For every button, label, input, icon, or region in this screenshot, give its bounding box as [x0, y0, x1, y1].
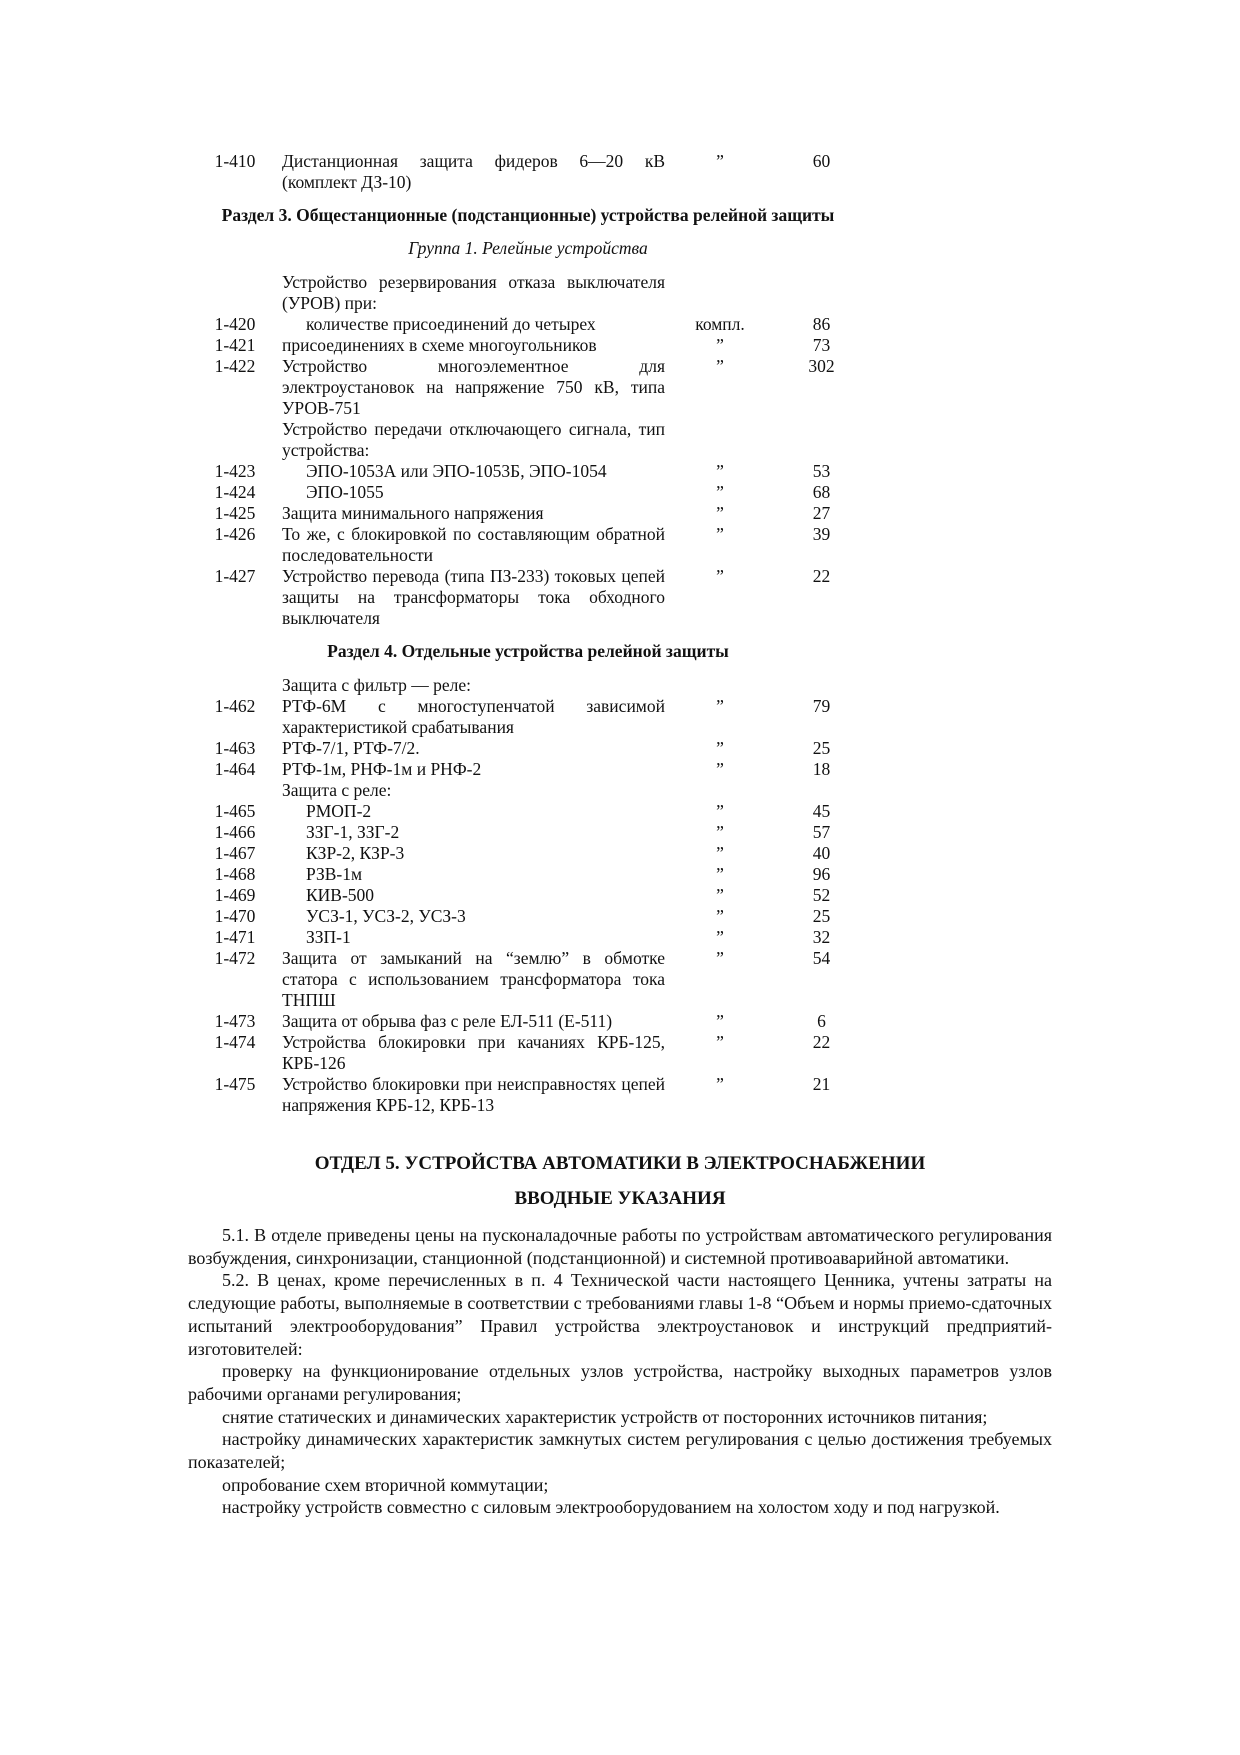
item-unit: ” — [716, 566, 724, 586]
table-row — [188, 759, 868, 780]
paragraph: проверку на функционирование отдельных узлов устройства, настройку выходных параметров узлов рабочими органами регулирования; — [188, 1361, 1052, 1404]
paragraph: 5.1. В отделе приведены цены на пусконаладочные работы по устройствам автоматического регулирования возбуждения, синхронизации, станционной (подстанционной) и системной противоаварийной автоматики. — [188, 1225, 1052, 1268]
item-code: 1-466 — [214, 822, 256, 842]
department-5-heading: ОТДЕЛ 5. УСТРОЙСТВА АВТОМАТИКИ В ЭЛЕКТРОСНАБЖЕНИИ — [314, 1153, 926, 1174]
item-unit: ” — [716, 461, 724, 481]
item-code: 1-464 — [214, 759, 256, 779]
item-price: 96 — [812, 864, 831, 884]
item-price: 52 — [812, 885, 831, 905]
table-row — [188, 524, 868, 566]
table-row — [188, 1074, 868, 1116]
item-price: 25 — [812, 738, 831, 758]
item-price: 53 — [812, 461, 831, 481]
paragraph: 5.2. В ценах, кроме перечисленных в п. 4 Технической части настоящего Ценника, учтены затраты на следующие работы, выполняемые в соответствии с требованиями главы 1-8 “Объем и нормы приемо-сдаточных испытаний электрооборудования” Правил устройства электроустановок и инструкций предприятий-изготовителей: — [188, 1270, 1052, 1359]
item-price: 60 — [812, 151, 831, 171]
item-code: 1-422 — [214, 356, 256, 376]
item-price: 54 — [812, 948, 831, 968]
item-unit: ” — [716, 948, 724, 968]
item-code — [188, 780, 282, 801]
paragraph: снятие статических и динамических характеристик устройств от посторонних источников питания; — [222, 1406, 988, 1427]
table-row — [188, 822, 868, 843]
item-price — [775, 675, 868, 696]
item-unit: ” — [716, 356, 724, 376]
section-3-heading: Раздел 3. Общестанционные (подстанционные) устройства релейной защиты — [221, 205, 835, 225]
item-description: КЗР-2, КЗР-3 — [306, 843, 405, 863]
item-code: 1-426 — [214, 524, 256, 544]
item-code: 1-473 — [214, 1011, 256, 1031]
item-description: РМОП-2 — [306, 801, 372, 821]
item-description: Устройства блокировки при качаниях КРБ-125, КРБ-126 — [282, 1032, 665, 1073]
table-row — [188, 696, 868, 738]
item-description: УСЗ-1, УСЗ-2, УСЗ-3 — [306, 906, 466, 926]
table-row — [188, 461, 868, 482]
item-code: 1-467 — [214, 843, 256, 863]
item-unit — [665, 780, 775, 801]
item-code: 1-423 — [214, 461, 256, 481]
table-row — [188, 482, 868, 503]
item-description: РТФ-6М с многоступенчатой зависимой характеристикой срабатывания — [282, 696, 665, 737]
item-price: 79 — [812, 696, 831, 716]
table-row — [188, 419, 868, 461]
item-description: Защита от замыканий на “землю” в обмотке статора с использованием трансформатора тока ТНПШ — [282, 948, 665, 1010]
table-row — [188, 864, 868, 885]
item-price — [775, 272, 868, 314]
table-row — [188, 151, 868, 193]
item-code: 1-470 — [214, 906, 256, 926]
item-unit: ” — [716, 759, 724, 779]
price-table-section-4 — [188, 675, 868, 1116]
item-unit: ” — [716, 864, 724, 884]
table-row — [188, 780, 868, 801]
intro-text — [188, 1224, 1052, 1519]
item-description: Защита с реле: — [282, 780, 392, 800]
table-row — [188, 906, 868, 927]
item-code: 1-425 — [214, 503, 256, 523]
price-table-section-3 — [188, 272, 868, 629]
table-row — [188, 927, 868, 948]
item-code: 1-427 — [214, 566, 256, 586]
item-unit: ” — [716, 801, 724, 821]
item-price: 57 — [812, 822, 831, 842]
item-code: 1-468 — [214, 864, 256, 884]
item-description: Устройство передачи отключающего сигнала, тип устройства: — [282, 419, 665, 460]
item-price: 22 — [812, 1032, 831, 1052]
paragraph: настройку устройств совместно с силовым электрооборудованием на холостом ходу и под нагрузкой. — [222, 1497, 1000, 1518]
item-description: КИВ-500 — [306, 885, 375, 905]
item-unit — [665, 675, 775, 696]
item-unit: ” — [716, 1074, 724, 1094]
item-price: 68 — [812, 482, 831, 502]
item-code: 1-463 — [214, 738, 256, 758]
item-price: 73 — [812, 335, 831, 355]
item-code: 1-421 — [214, 335, 256, 355]
item-unit: компл. — [695, 314, 745, 334]
item-unit: ” — [716, 1011, 724, 1031]
item-unit: ” — [716, 696, 724, 716]
item-unit: ” — [716, 927, 724, 947]
table-row — [188, 843, 868, 864]
item-unit: ” — [716, 335, 724, 355]
item-unit: ” — [716, 822, 724, 842]
table-row — [188, 272, 868, 314]
table-row — [188, 675, 868, 696]
item-code — [188, 272, 282, 314]
item-description: количестве присоединений до четырех — [306, 314, 596, 334]
item-description: Устройство перевода (типа ПЗ-233) токовых цепей защиты на трансформаторы тока обходного выключателя — [282, 566, 665, 628]
item-price: 45 — [812, 801, 831, 821]
item-unit — [665, 272, 775, 314]
item-unit: ” — [716, 885, 724, 905]
item-description: РТФ-1м, РНФ-1м и РНФ-2 — [282, 759, 482, 779]
table-row — [188, 885, 868, 906]
item-description: присоединениях в схеме многоугольников — [282, 335, 597, 355]
table-row — [188, 503, 868, 524]
table-row — [188, 1032, 868, 1074]
item-code: 1-471 — [214, 927, 256, 947]
item-unit: ” — [716, 1032, 724, 1052]
item-code: 1-474 — [214, 1032, 256, 1052]
item-description: Защита минимального напряжения — [282, 503, 544, 523]
item-price: 302 — [808, 356, 835, 376]
item-code: 1-420 — [214, 314, 256, 334]
item-description: То же, с блокировкой по составляющим обратной последовательности — [282, 524, 665, 565]
paragraph: опробование схем вторичной коммутации; — [222, 1474, 549, 1495]
intro-heading: ВВОДНЫЕ УКАЗАНИЯ — [514, 1188, 726, 1209]
item-unit: ” — [716, 482, 724, 502]
paragraph: настройку динамических характеристик замкнутых систем регулирования с целью достижения требуемых показателей; — [188, 1429, 1052, 1473]
table-row — [188, 738, 868, 759]
item-unit: ” — [716, 738, 724, 758]
item-description: ЗЗП-1 — [306, 927, 351, 947]
item-price: 18 — [812, 759, 831, 779]
item-code — [188, 675, 282, 696]
item-description: Устройство резервирования отказа выключателя (УРОВ) при: — [282, 272, 665, 313]
table-row — [188, 335, 868, 356]
item-description: РЗВ-1м — [306, 864, 363, 884]
item-price — [775, 780, 868, 801]
item-price: 21 — [812, 1074, 831, 1094]
item-code — [188, 419, 282, 461]
item-code: 1-462 — [214, 696, 256, 716]
item-description: ЭПО-1055 — [306, 482, 384, 502]
section-4-heading: Раздел 4. Отдельные устройства релейной защиты — [327, 641, 729, 661]
item-price — [775, 419, 868, 461]
item-description: Устройство многоэлементное для электроустановок на напряжение 750 кВ, типа УРОВ-751 — [282, 356, 665, 418]
table-row — [188, 801, 868, 822]
item-price: 40 — [812, 843, 831, 863]
item-code: 1-475 — [214, 1074, 256, 1094]
item-unit: ” — [716, 843, 724, 863]
item-unit — [665, 419, 775, 461]
item-description: Защита от обрыва фаз с реле ЕЛ-511 (Е-511) — [282, 1011, 613, 1031]
item-code: 1-410 — [214, 151, 256, 171]
item-price: 22 — [812, 566, 831, 586]
item-price: 32 — [812, 927, 831, 947]
item-price: 25 — [812, 906, 831, 926]
table-row — [188, 356, 868, 419]
table-row — [188, 1011, 868, 1032]
group-1-heading: Группа 1. Релейные устройства — [408, 238, 648, 258]
item-price: 39 — [812, 524, 831, 544]
item-unit: ” — [716, 151, 724, 171]
table-row — [188, 314, 868, 335]
price-table-top — [188, 151, 868, 193]
item-description: Устройство блокировки при неисправностях цепей напряжения КРБ-12, КРБ-13 — [282, 1074, 665, 1115]
item-code: 1-469 — [214, 885, 256, 905]
item-description: ЭПО-1053А или ЭПО-1053Б, ЭПО-1054 — [306, 461, 607, 481]
item-unit: ” — [716, 906, 724, 926]
table-row — [188, 566, 868, 629]
item-description: Дистанционная защита фидеров 6—20 кВ (комплект ДЗ-10) — [282, 151, 665, 192]
item-code: 1-465 — [214, 801, 256, 821]
item-description: РТФ-7/1, РТФ-7/2. — [282, 738, 420, 758]
table-row — [188, 948, 868, 1011]
item-unit: ” — [716, 524, 724, 544]
item-unit: ” — [716, 503, 724, 523]
item-code: 1-472 — [214, 948, 256, 968]
item-description: Защита с фильтр — реле: — [282, 675, 472, 695]
item-description: ЗЗГ-1, ЗЗГ-2 — [306, 822, 400, 842]
item-price: 27 — [812, 503, 831, 523]
item-price: 6 — [817, 1011, 826, 1031]
item-price: 86 — [812, 314, 831, 334]
document-page — [188, 151, 1052, 1519]
item-code: 1-424 — [214, 482, 256, 502]
